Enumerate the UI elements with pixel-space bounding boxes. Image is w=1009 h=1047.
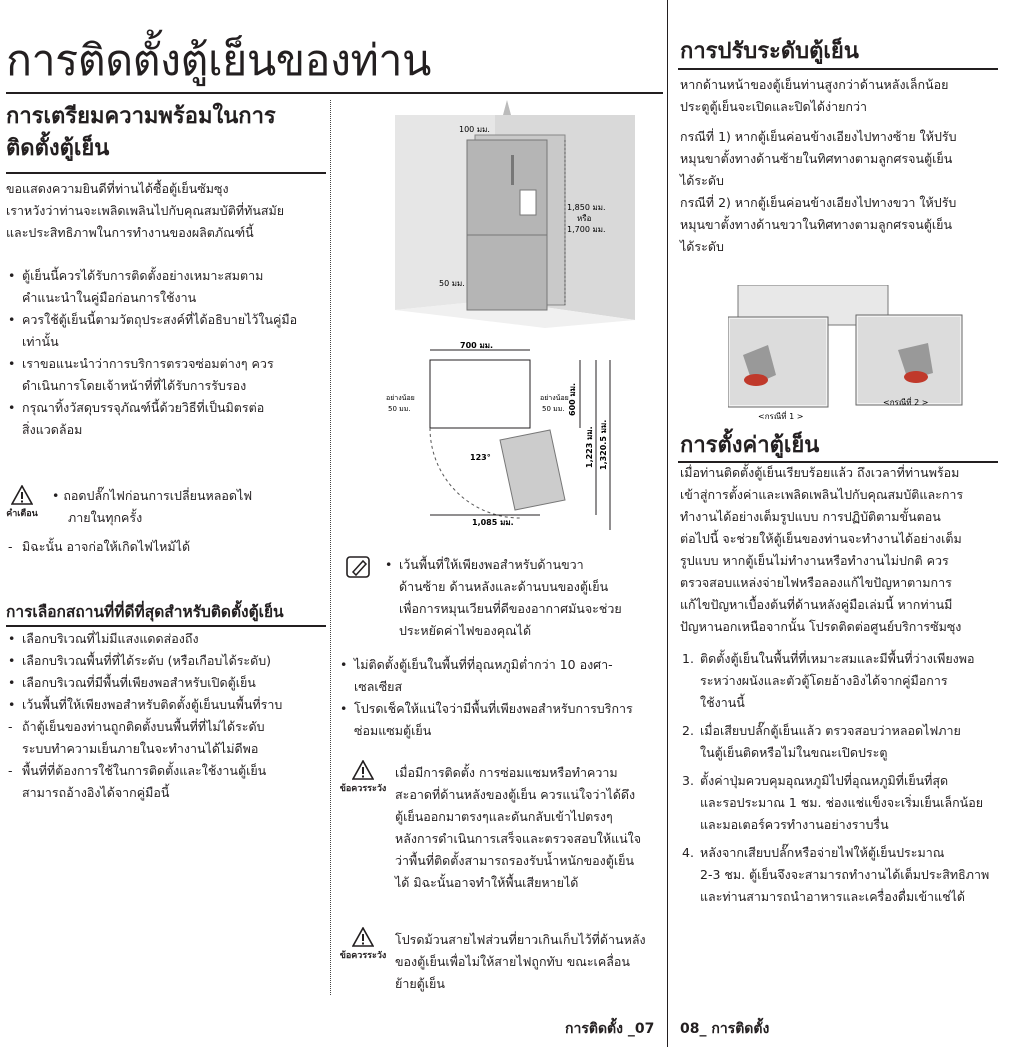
dim-width: 700 มม. bbox=[460, 341, 494, 350]
list-item: • เลือกบริเวณพื้นที่ที่ได้ระดับ (หรือเกือบได้ระดับ) bbox=[6, 650, 331, 672]
page-title: การติดตั้งตู้เย็นของท่าน bbox=[6, 36, 431, 86]
note-icon bbox=[346, 556, 372, 584]
prep-heading-line2: ติดตั้งตู้เย็น bbox=[6, 136, 110, 161]
caution-text-2: โปรดม้วนสายไฟส่วนที่ยาวเกินเก็บไว้ที่ด้านหลัง ของตู้เย็นเพื่อไม่ให้สายไฟถูกทับ ขณะเคลื่อน ย้ายตู้เย็น bbox=[395, 932, 646, 991]
setting-heading: การตั้งค่าตู้เย็น bbox=[680, 433, 820, 458]
prep-heading-line1: การเตรียมความพร้อมในการ bbox=[6, 104, 276, 129]
intro-line: เราหวังว่าท่านจะเพลิดเพลินไปกับคุณสมบัติที่ทันสมัย bbox=[6, 203, 285, 218]
dim-h2: 1,700 มม. bbox=[567, 225, 606, 234]
fridge-clearance-diagram bbox=[395, 100, 635, 330]
min-left-1: อย่างน้อย bbox=[386, 394, 415, 402]
prep-heading bbox=[6, 101, 276, 165]
leveling-rule bbox=[678, 68, 998, 70]
leveling-text: หากด้านหน้าของตู้เย็นท่านสูงกว่าด้านหลังเล็กน้อย ประตูตู้เย็นจะเปิดและปิดได้ง่ายกว่า กรณีที่ 1) หากตู้เย็นค่อนข้างเอียงไปทางซ้าย ให้ปรับ หมุนขาตั้งทางด้านซ้ายในทิศทางตามลูกศรจนตู้เย็น ได้ระดับ กรณีที่ 2) หากตู้เย็นค่อนข้างเอียงไปทางขวา ให้ปรับ หมุนขาตั้งทางด้านขวาในทิศทางตามลูกศรจนตู้เย็น ได้ระดับ bbox=[680, 77, 957, 254]
dim-top: 100 มม. bbox=[459, 125, 490, 134]
dim-side: 50 มม. bbox=[439, 279, 465, 288]
caution-icon bbox=[337, 760, 389, 795]
dim-1320: 1,320.5 มม. bbox=[599, 419, 608, 470]
warning-label: คำเตือน bbox=[6, 509, 38, 519]
prep-bullets bbox=[6, 265, 326, 441]
list-item: 2. เมื่อเสียบปลั๊กตู้เย็นแล้ว ตรวจสอบว่าหลอดไฟภาย ในตู้เย็นติดหรือไม่ในขณะเปิดประตู bbox=[682, 723, 961, 760]
list-item: • เราขอแนะนำว่าการบริการตรวจซ่อมต่างๆ ควร ดำเนินการโดยเจ้าหน้าที่ที่ได้รับการรับรอง bbox=[6, 353, 326, 397]
caution-icon bbox=[337, 927, 389, 962]
warning-text: • ถอดปลั๊กไฟก่อนการเปลี่ยนหลอดไฟ ภายในทุกครั้ง bbox=[52, 488, 253, 525]
dim-angle: 123° bbox=[470, 453, 491, 462]
setting-steps bbox=[680, 648, 1005, 908]
list-item: • เว้นพื้นที่ให้เพียงพอสำหรับติดตั้งตู้เย็นบนพื้นที่ราบ bbox=[6, 694, 331, 716]
location-heading: การเลือกสถานที่ที่ดีที่สุดสำหรับติดตั้งตู้เย็น bbox=[6, 603, 284, 621]
list-item: • ตู้เย็นนี้ควรได้รับการติดตั้งอย่างเหมาะสมตาม คำแนะนำในคู่มือก่อนการใช้งาน bbox=[6, 265, 326, 309]
footer-right: 08_ การติดตั้ง bbox=[680, 1021, 770, 1037]
prep-rule bbox=[6, 172, 326, 174]
list-item: - พื้นที่ที่ต้องการใช้ในการติดตั้งและใช้งานตู้เย็น สามารถอ้างอิงได้จากคู่มือนี้ bbox=[6, 760, 331, 804]
dim-1085: 1,085 มม. bbox=[472, 518, 514, 527]
list-item: 3. ตั้งค่าปุ่มควบคุมอุณหภูมิไปที่อุณหภูมิที่เย็นที่สุด และรอประมาณ 1 ชม. ช่องแช่แข็งจะเริ่มเย็นเล็กน้อย และมอเตอร์ควรทำงานอย่างราบรื่น bbox=[682, 773, 984, 832]
setting-intro: เมื่อท่านติดตั้งตู้เย็นเรียบร้อยแล้ว ถึงเวลาที่ท่านพร้อม เข้าสู่การตั้งค่าและเพลิดเพลินไปกับคุณสมบัติและการ ทำงานได้อย่างเต็มรูปแบบ การปฏิบัติตามขั้นตอน ต่อไปนี้ จะช่วยให้ตู้เย็นของท่านจะทำงานได้อย่างเต็ม รูปแบบ หากตู้เย็นไม่ทำงานหรือทำงานไม่ปกติ ควร ตรวจสอบแหล่งจ่ายไฟหรือลองแก้ไขปัญหาตามการ แก้ไขปัญหาเบื้องต้นที่ด้านหลังคู่มือเล่มนี้ หากท่านมี ปัญหานอกเหนือจากนั้น โปรดติดต่อศูนย์บริการซัมซุง bbox=[680, 465, 964, 634]
note-text bbox=[383, 554, 663, 642]
list-item: • เลือกบริเวณที่มีพื้นที่เพียงพอสำหรับเปิดตู้เย็น bbox=[6, 672, 331, 694]
intro-line: และประสิทธิภาพในการทำงานของผลิตภัณฑ์นี้ bbox=[6, 225, 254, 240]
list-item: - ถ้าตู้เย็นของท่านถูกติดตั้งบนพื้นที่ที่ไม่ได้ระดับ ระบบทำความเย็นภายในจะทำงานได้ไม่ดีพอ bbox=[6, 716, 331, 760]
case2-caption: <กรณีที่ 2 > bbox=[883, 398, 929, 407]
title-rule bbox=[6, 92, 663, 94]
middle-bullets bbox=[338, 654, 663, 742]
list-item: 4. หลังจากเสียบปลั๊กหรือจ่ายไฟให้ตู้เย็นประมาณ 2-3 ชม. ตู้เย็นจึงจะสามารถทำงานได้เต็มประสิทธิภาพ และท่านสามารถนำอาหารและเครื่องดื่มเข้าแช่ได้ bbox=[682, 845, 990, 904]
min-right-1: อย่างน้อย bbox=[540, 394, 569, 402]
door-swing-diagram bbox=[380, 340, 625, 535]
dim-600: 600 มม. bbox=[568, 382, 577, 416]
list-item: - มิฉะนั้น อาจก่อให้เกิดไฟไหม้ได้ bbox=[6, 536, 326, 558]
list-item: • เลือกบริเวณที่ไม่มีแสงแดดส่องถึง bbox=[6, 628, 331, 650]
location-rule bbox=[6, 625, 326, 627]
dim-or: หรือ bbox=[577, 214, 592, 223]
list-item: • ไม่ติดตั้งตู้เย็นในพื้นที่ที่อุณหภูมิต่ำกว่า 10 องศา- เซลเซียส bbox=[338, 654, 663, 698]
list-item: • โปรดเช็คให้แน่ใจว่ามีพื้นที่เพียงพอสำหรับการบริการ ซ่อมแซมตู้เย็น bbox=[338, 698, 663, 742]
intro-line: ขอแสดงความยินดีที่ท่านได้ซื้อตู้เย็นซัมซุง bbox=[6, 181, 229, 196]
location-bullets bbox=[6, 628, 331, 716]
list-item: • กรุณาทิ้งวัสดุบรรจุภัณฑ์นี้ด้วยวิธีที่เป็นมิตรต่อ สิ่งแวดล้อม bbox=[6, 397, 326, 441]
warning-icon bbox=[4, 485, 40, 520]
caution-label: ข้อควรระวัง bbox=[339, 784, 387, 794]
dim-1223: 1,223 มม. bbox=[585, 426, 594, 468]
min-right-2: 50 มม. bbox=[542, 405, 565, 413]
list-item: • เว้นพื้นที่ให้เพียงพอสำหรับด้านขวา ด้านซ้าย ด้านหลังและด้านบนของตู้เย็น เพื่อการหมุนเวียนที่ดีของอากาศมันจะช่วย ประหยัดค่าไฟของคุณได้ bbox=[383, 554, 663, 642]
leveling-heading: การปรับระดับตู้เย็น bbox=[680, 39, 859, 64]
column-divider bbox=[330, 100, 331, 995]
list-item: • ควรใช้ตู้เย็นนี้ตามวัตถุประสงค์ที่ได้อธิบายไว้ในคู่มือ เท่านั้น bbox=[6, 309, 326, 353]
footer-left: การติดตั้ง _07 bbox=[565, 1021, 655, 1037]
page-divider bbox=[667, 0, 668, 1047]
caution-label: ข้อควรระวัง bbox=[339, 951, 387, 961]
caution-text-1: เมื่อมีการติดตั้ง การซ่อมแซมหรือทำความ สะอาดที่ด้านหลังของตู้เย็น ควรแน่ใจว่าได้ดึง ตู้เย็นออกมาตรงๆและดันกลับเข้าไปตรงๆ หลังการดำเนินการเสร็จและตรวจสอบให้แน่ใจ ว่าพื้นที่ติดตั้งสามารถรองรับน้ำหนักของตู้เย็น ได้ มิฉะนั้นอาจทำให้พื้นเสียหายได้ bbox=[395, 765, 642, 890]
list-item: 1. ติดตั้งตู้เย็นในพื้นที่ที่เหมาะสมและมีพื้นที่ว่างเพียงพอ ระหว่างผนังและตัวตู้โดยอ้างอิงได้จากคู่มือการ ใช้งานนี้ bbox=[682, 651, 975, 710]
warning-dash bbox=[6, 536, 326, 558]
prep-intro bbox=[6, 178, 326, 244]
location-dashes bbox=[6, 716, 331, 804]
case1-caption: <กรณีที่ 1 > bbox=[758, 412, 804, 421]
dim-h1: 1,850 มม. bbox=[567, 203, 606, 212]
leveling-illustration bbox=[728, 285, 968, 425]
min-left-2: 50 มม. bbox=[388, 405, 411, 413]
